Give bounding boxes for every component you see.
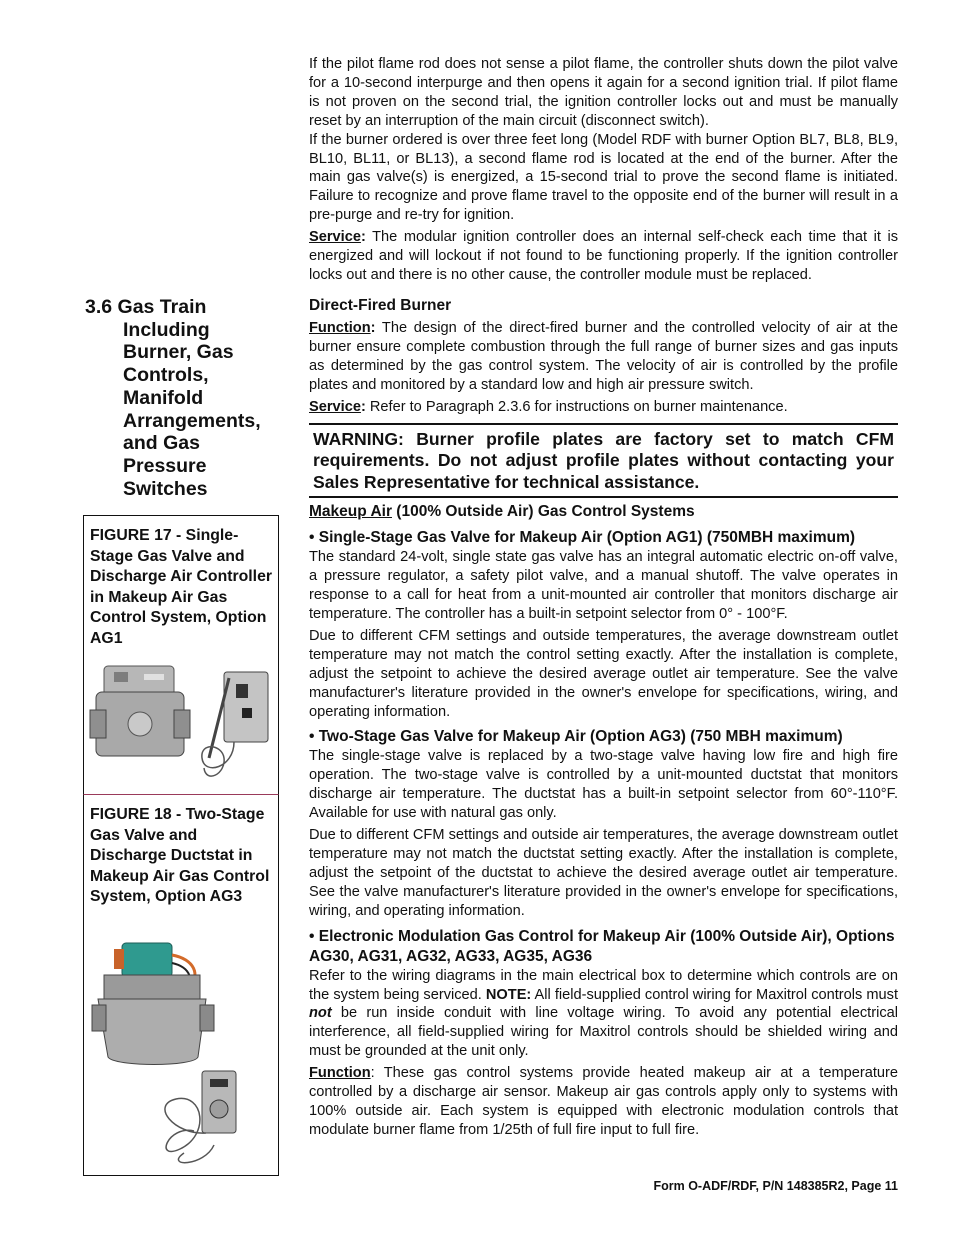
em-paragraph-1 <box>309 967 898 1062</box>
warning-box: WARNING: Burner profile plates are factory set to match CFM requirements. Do not adjust profile plates without contacting your Sales Representative for technical assistance. <box>309 423 898 499</box>
section-number: 3.6 <box>85 296 113 318</box>
figure-18 <box>83 795 279 1176</box>
em-function-text: : These gas control systems provide heated makeup air at a temperature controlled by a discharge air sensor. Makeup air gas controls apply only to systems with 100% outside air. Each system is equipped with electronic modulation controls that modulate burner flame from 1/25th of full fire input to full fire. <box>309 1065 898 1138</box>
section-line-3: Controls, <box>123 364 209 387</box>
direct-function-paragraph: Function: The design of the direct-fired burner and the controlled velocity of air at the burner ensure complete combustion through the full range of burner sizes and gas inputs as determined by the gas control system. The velocity of air is controlled by the profile plates and monitored by a standard low and high air pressure switch. <box>309 320 898 393</box>
flame-rod-paragraph: If the burner ordered is over three feet long (Model RDF with burner Option BL7, BL8, BL9, BL10, BL11, or BL13), a second flame rod is located at the end of the burner. After the main gas valve(s) is energized, a 15-second trial to prove the second flame is initiated. Failure to recognize and prove flame travel to the opposite end of the burner will result in a pre-purge and re-try for ignition. <box>309 131 898 224</box>
section-line-0: Gas Train <box>117 296 207 318</box>
function-text: The design of the direct-fired burner and the controlled velocity of air at the burner ensure complete combustion through the full range of burner sizes and gas inputs as determined by the gas control system. The velocity of air is controlled by the profile plates and monitored by a standard low and high air pressure switch. <box>309 320 898 393</box>
section-line-5: Arrangements, <box>123 409 261 432</box>
figure-18-caption: FIGURE 18 - Two-Stage Gas Valve and Discharge Ductstat in Makeup Air Gas Control System, Option AG3 <box>90 806 270 906</box>
makeup-heading <box>309 502 898 522</box>
service-paragraph: Service: The modular ignition controller does an internal self-check each time that it is energized and will lockout if not found to be functioning properly. If the ignition controller locks out and there is no other cause, the controller module must be replaced. <box>309 229 898 283</box>
section-heading <box>85 296 285 500</box>
em-p1-b: All field-supplied control wiring for Maxitrol controls must <box>531 986 899 1003</box>
service-label: Service <box>309 229 361 246</box>
two-stage-valve-image <box>84 935 278 1171</box>
section-line-7: Pressure <box>123 454 207 477</box>
em-function-paragraph <box>309 1064 898 1140</box>
single-stage-valve-image <box>84 658 278 788</box>
direct-service-paragraph: Service: Refer to Paragraph 2.3.6 for instructions on burner maintenance. <box>309 398 788 415</box>
makeup-heading-underlined: Makeup Air <box>309 503 392 521</box>
ag3-heading: • Two-Stage Gas Valve for Makeup Air (Option AG3) (750 MBH maximum) <box>309 728 843 746</box>
em-heading: • Electronic Modulation Gas Control for Makeup Air (100% Outside Air), Options AG30, AG31, AG32, AG33, AG35, AG36 <box>309 927 895 965</box>
direct-fired-heading: Direct-Fired Burner <box>309 297 452 314</box>
ag3-paragraph-1: The single-stage valve is replaced by a two-stage valve having low fire and high fire operation. The two-stage valve is controlled by a unit-mounted ductstat that monitors discharge air temperature. The ductstat has a built-in setpoint selector from 60°-110°F. Available for use with natural gas only. <box>309 748 898 822</box>
figure-17-caption: FIGURE 17 - Single-Stage Gas Valve and Discharge Air Controller in Makeup Air Gas Control System, Option AG1 <box>90 527 272 647</box>
section-line-6: and Gas <box>123 432 200 455</box>
ag1-paragraph-1: The standard 24-volt, single state gas valve has an integral automatic electric on-off valve, a pressure regulator, a safety pilot valve, and a manual shutoff. The valve operates in response to a call for heat from a unit-mounted air controller that monitors discharge air temperature. The controller has a built-in setpoint selector from 0° - 100°F. <box>309 549 898 623</box>
note-label: NOTE: <box>485 986 532 1003</box>
service-label-2: Service <box>309 398 361 415</box>
em-function-label: Function <box>309 1065 371 1082</box>
figure-17 <box>83 515 279 795</box>
intro-block <box>309 55 898 285</box>
service-text-2: Refer to Paragraph 2.3.6 for instructions on burner maintenance. <box>365 398 788 415</box>
main-column <box>309 296 898 1140</box>
section-line-1: Including <box>123 318 210 341</box>
pilot-paragraph: If the pilot flame rod does not sense a pilot flame, the controller shuts down the pilot valve for a 10-second interpurge and then opens it again for a second ignition trial. If pilot flame is not proven on the second trial, the ignition controller locks out and must be manually reset by an interruption of the main circuit (disconnect switch). <box>309 56 898 129</box>
ag1-heading: • Single-Stage Gas Valve for Makeup Air (Option AG1) (750MBH maximum) <box>309 529 856 547</box>
page-footer: Form O-ADF/RDF, P/N 148385R2, Page 11 <box>653 1179 898 1193</box>
service-text: The modular ignition controller does an internal self-check each time that it is energized and will lockout if not found to be functioning properly. If the ignition controller locks out and there is no other cause, the controller module must be replaced. <box>309 229 898 283</box>
ag1-paragraph-2: Due to different CFM settings and outside temperatures, the average downstream outlet temperature may not match the control setting exactly. After the installation is complete, adjust the setpoint to achieve the desired average outlet air temperature. See the valve manufacturer's literature provided in the owner's envelope for specifications, wiring, and operating information. <box>309 627 898 720</box>
makeup-heading-rest: (100% Outside Air) Gas Control Systems <box>391 503 695 521</box>
em-not: not <box>309 1005 332 1022</box>
em-p1-c: be run inside conduit with line voltage wiring. To avoid any potential electrical interference, all field-supplied wiring for Maxitrol controls should be shielded wiring and must be grounded at the unit only. <box>309 1005 898 1060</box>
section-line-8: Switches <box>123 477 208 500</box>
section-line-2: Burner, Gas <box>123 341 234 364</box>
function-label: Function <box>309 320 371 336</box>
em-p1-a: Refer to the wiring diagrams in the main electrical box to determine which controls are on the system being serviced. <box>309 967 898 1003</box>
ag3-paragraph-2: Due to different CFM settings and outside air temperatures, the average downstream outlet temperature may not match the ductstat setting exactly. After the installation is complete, adjust the setpoint of the ductstat to achieve the desired average outlet air temperature. See the valve manufacturer's literature provided in the owner's envelope for specifications, wiring, and operating information. <box>309 827 898 919</box>
section-line-4: Manifold <box>123 386 204 409</box>
